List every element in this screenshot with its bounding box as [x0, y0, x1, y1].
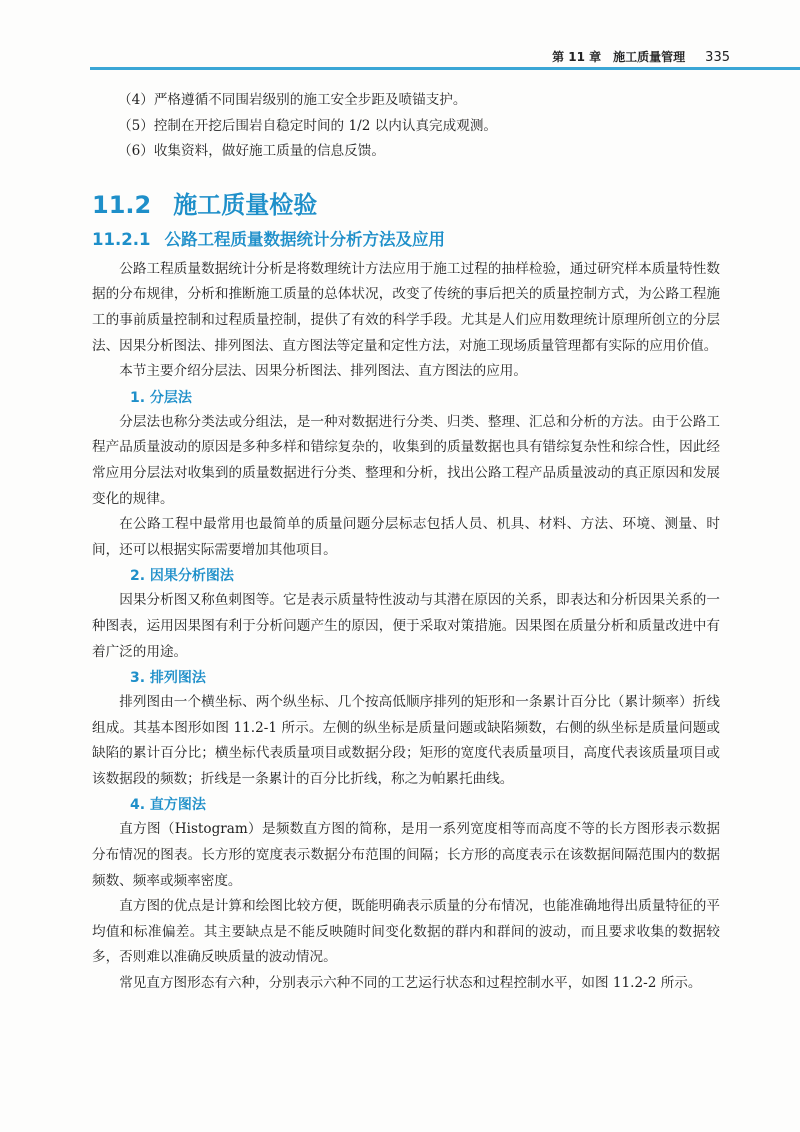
subsection-title: 公路工程质量数据统计分析方法及应用 — [164, 229, 445, 249]
running-header — [552, 48, 730, 65]
subsection-number: 11.2.1 — [92, 229, 151, 249]
paragraph: 在公路工程中最常用也最简单的质量问题分层标志包括人员、机具、材料、方法、环境、测量、时间，还可以根据实际需要增加其他项目。 — [92, 516, 720, 558]
section-title: 施工质量检验 — [173, 190, 318, 219]
list-item: （5）控制在开挖后围岩自稳定时间的 1/2 以内认真完成观测。 — [118, 117, 498, 134]
paragraph: 本节主要介绍分层法、因果分析图法、排列图法、直方图法的应用。 — [119, 363, 527, 380]
header-rule — [90, 67, 800, 70]
page-body — [92, 88, 720, 997]
paragraph: 常见直方图形态有六种，分别表示六种不同的工艺运行状态和过程控制水平，如图 11.2-2 所示。 — [119, 975, 702, 992]
paragraph: 排列图由一个横坐标、两个纵坐标、几个按高低顺序排列的矩形和一条累计百分比（累计频率）折线组成。其基本图形如图 11.2-1 所示。左侧的纵坐标是质量问题或缺陷频数，右侧的纵坐标是质量问题或缺陷的累计百分比；横坐标代表质量项目或数据分段；矩形的宽度代表质量项目，高度代表该质量项目或该数据段的频数；折线是一条累计的百分比折线，称之为帕累托曲线。 — [92, 694, 720, 787]
paragraph: 分层法也称分类法或分组法，是一种对数据进行分类、归类、整理、汇总和分析的方法。由于公路工程产品质量波动的原因是多种多样和错综复杂的，收集到的质量数据也具有错综复杂性和综合性，因此经常应用分层法对收集到的质量数据进行分类、整理和分析，找出公路工程产品质量波动的真正原因和发展变化的规律。 — [92, 413, 720, 507]
paragraph: 因果分析图又称鱼刺图等。它是表示质量特性波动与其潜在原因的关系，即表达和分析因果关系的一种图表，运用因果图有利于分析问题产生的原因，便于采取对策措施。因果图在质量分析和质量改进中有着广泛的用途。 — [92, 592, 720, 660]
method-heading-stratification: 1. 分层法 — [130, 389, 192, 406]
paragraph: 直方图的优点是计算和绘图比较方便，既能明确表示质量的分布情况，也能准确地得出质量特征的平均值和标准偏差。其主要缺点是不能反映随时间变化数据的群内和群间的波动，而且要求收集的数据较多，否则难以准确反映质量的波动情况。 — [92, 898, 720, 966]
subsection-heading — [92, 227, 720, 253]
list-item: （6）收集资料，做好施工质量的信息反馈。 — [118, 143, 385, 160]
chapter-number: 第 11 章 — [552, 50, 602, 64]
method-heading-cause-effect: 2. 因果分析图法 — [130, 568, 234, 585]
paragraph: 公路工程质量数据统计分析是将数理统计方法应用于施工过程的抽样检验，通过研究样本质量特性数据的分布规律，分析和推断施工质量的总体状况，改变了传统的事后把关的质量控制方式，为公路工程施工的事前质量控制和过程质量控制，提供了有效的科学手段。尤其是人们应用数理统计原理所创立的分层法、因果分析图法、排列图法、直方图法等定量和定性方法，对施工现场质量管理都有实际的应用价值。 — [92, 260, 720, 354]
method-heading-histogram: 4. 直方图法 — [130, 797, 206, 814]
section-heading — [92, 189, 720, 221]
method-heading-pareto: 3. 排列图法 — [130, 670, 206, 687]
list-item: （4）严格遵循不同围岩级别的施工安全步距及喷锚支护。 — [118, 92, 467, 108]
page-number: 335 — [705, 50, 730, 65]
chapter-title: 施工质量管理 — [613, 50, 686, 64]
paragraph: 直方图（Histogram）是频数直方图的简称，是用一系列宽度相等而高度不等的长方图形表示数据分布情况的图表。长方形的宽度表示数据分布范围的间隔；长方形的高度表示在该数据间隔范围内的数据频数、频率或频率密度。 — [92, 821, 720, 889]
section-number: 11.2 — [92, 190, 152, 219]
